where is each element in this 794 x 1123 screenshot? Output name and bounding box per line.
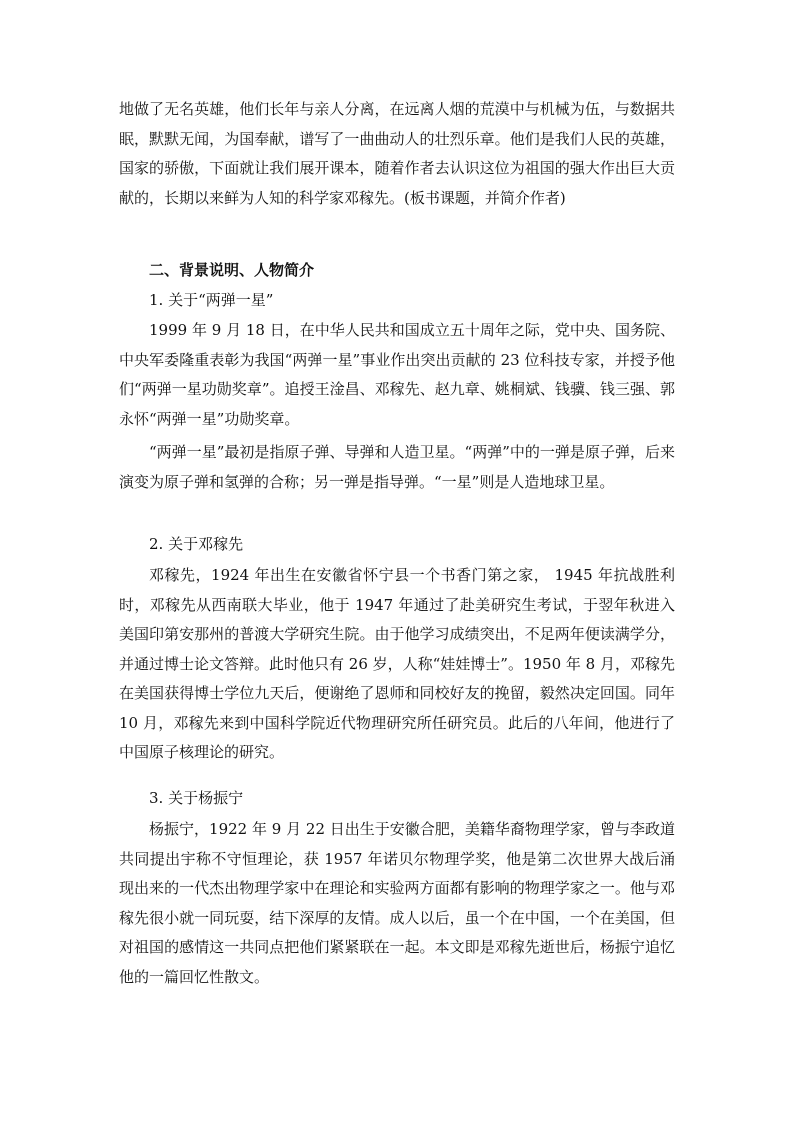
paragraph-definition: “两弹一星”最初是指原子弹、导弹和人造卫星。“两弹”中的一弹是原子弹，后来演变为原子弹和氢弹的合称；另一弹是指导弹。“一星”则是人造地球卫星。 [119,443,675,491]
subheading-deng-jiaxian: 2. 关于邓稼先 [149,535,244,553]
subheading-yang-zhenning: 3. 关于杨振宁 [149,789,244,807]
paragraph-yang-zhenning-bio: 杨振宁，1922 年 9 月 22 日出生于安徽合肥，美籍华裔物理学家，曾与李政道共同提出宇称不守恒理论，获 1957 年诺贝尔物理学奖，他是第二次世界大战后涌现出来的一代杰出物理学家中在理论和实验两方面都有影响的物理学家之一。他与邓稼先很小就一同玩耍，结下深厚的友情。成人以后，虽一个在中国，一个在美国，但对祖国的感情这一共同点把他们紧紧联在一起。本文即是邓稼先逝世后，杨振宁追忆他的一篇回忆性散文。 [119,820,675,986]
paragraph-award-1999: 1999 年 9 月 18 日，在中华人民共和国成立五十周年之际，党中央、国务院、中央军委隆重表彰为我国“两弹一星”事业作出突出贡献的 23 位科技专家，并授予他们“两弹一星功勋奖章”。追授王淦昌、邓稼先、赵九章、姚桐斌、钱骥、钱三强、郭永怀“两弹一星”功勋奖章。 [119,321,675,428]
subheading-two-bombs-one-satellite: 1. 关于“两弹一星” [149,291,274,309]
paragraph-deng-jiaxian-bio: 邓稼先，1924 年出生在安徽省怀宁县一个书香门第之家， 1945 年抗战胜利时，邓稼先从西南联大毕业，他于 1947 年通过了赴美研究生考试，于翌年秋进入美国印第安那州的普渡大学研究生院。由于他学习成绩突出，不足两年便读满学分，并通过博士论文答辩。此时他只有 26 岁，人称“娃娃博士”。1950 年 8 月，邓稼先在美国获得博士学位九天后，便谢绝了恩师和同校好友的挽留，毅然决定回国。同年 10 月，邓稼先来到中国科学院近代物理研究所任研究员。此后的八年间，他进行了中国原子核理论的研究。 [119,566,675,761]
intro-paragraph: 地做了无名英雄，他们长年与亲人分离，在远离人烟的荒漠中与机械为伍，与数据共眠，默默无闻，为国奉献，谱写了一曲曲动人的壮烈乐章。他们是我们人民的英雄，国家的骄傲，下面就让我们展开课本，随着作者去认识这位为祖国的强大作出巨大贡献的，长期以来鲜为人知的科学家邓稼先。(板书课题，并简介作者) [119,100,675,207]
section-heading-background: 二、背景说明、人物简介 [149,261,315,279]
